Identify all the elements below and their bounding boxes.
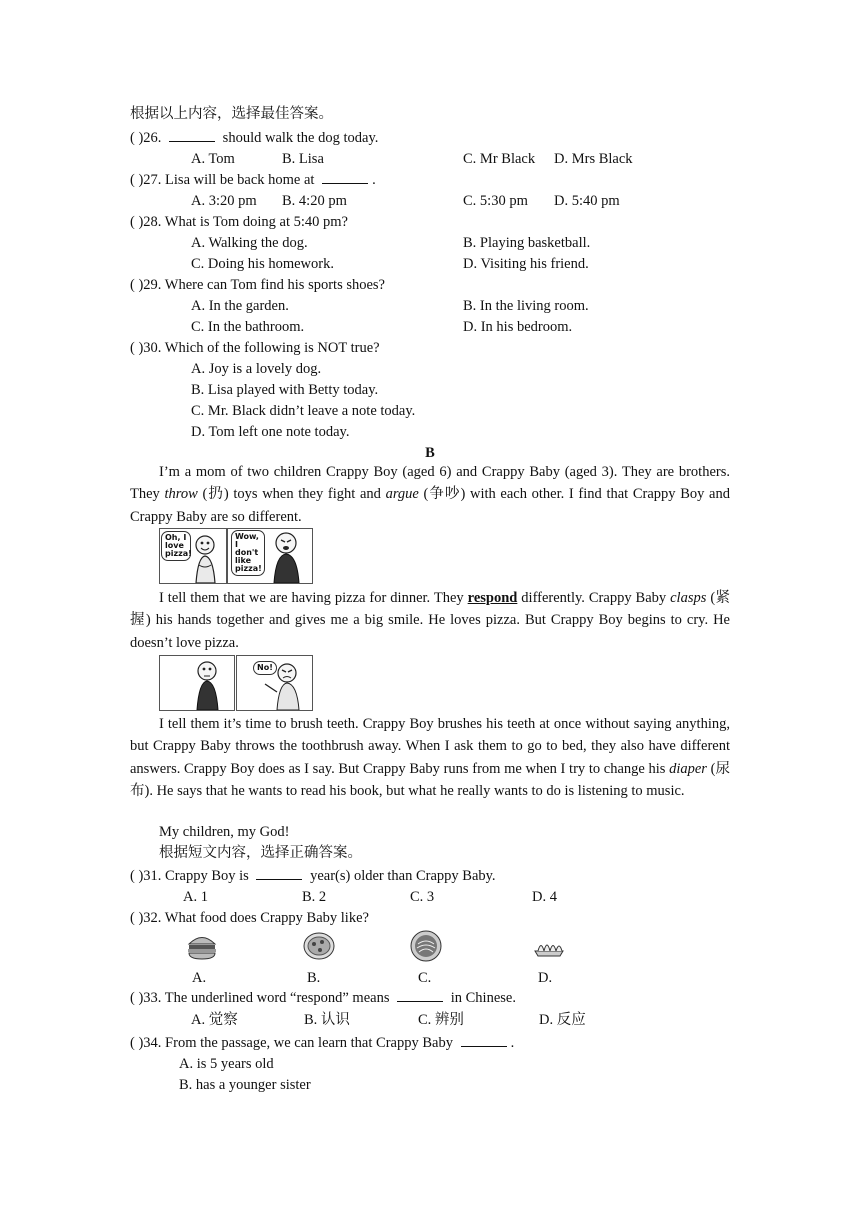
paragraph-4: My children, my God! xyxy=(159,824,290,840)
pizza-image xyxy=(302,929,336,963)
question-text: Which of the following is NOT true? xyxy=(164,340,380,356)
option: C. Mr Black xyxy=(463,151,536,167)
question-text: From the passage, we can learn that Crappy Baby xyxy=(165,1035,453,1051)
question-number: ( )34. xyxy=(130,1035,162,1051)
option: C. Doing his homework. xyxy=(191,256,334,272)
question-text: Where can Tom find his sports shoes? xyxy=(164,277,385,293)
option: A. 3:20 pm xyxy=(191,193,257,209)
option: C. 5:30 pm xyxy=(463,193,528,209)
question-text: should walk the dog today. xyxy=(222,130,379,146)
option: D. Tom left one note today. xyxy=(191,424,350,440)
comic-panel-right xyxy=(236,655,313,711)
option: C. Mr. Black didn’t leave a note today. xyxy=(191,403,416,419)
question-34 xyxy=(130,1034,514,1052)
dumplings-image xyxy=(532,929,566,963)
option: B. has a younger sister xyxy=(179,1077,311,1093)
paragraph-2: I tell them that we are having pizza for dinner. They respond differently. Crappy Baby clasps (紧握) his hands together and gives me a big smile. He loves pizza. But Crappy Boy begins to cry. He doesn’t love pizza. xyxy=(130,590,730,651)
italic-word: clasps xyxy=(670,590,707,606)
question-text: year(s) older than Crappy Baby. xyxy=(310,868,496,884)
italic-word: argue xyxy=(385,486,419,503)
option: D. 反应 xyxy=(539,1012,586,1028)
option: A. Walking the dog. xyxy=(191,235,308,251)
option: D. 5:40 pm xyxy=(554,193,620,209)
option: B. Lisa played with Betty today. xyxy=(191,382,379,398)
comic-panel-left xyxy=(159,528,227,584)
answer-blank xyxy=(169,129,215,142)
option: B. xyxy=(307,970,321,986)
option: B. Lisa xyxy=(282,151,324,167)
question-29 xyxy=(130,276,385,294)
answer-blank xyxy=(322,171,368,184)
question-number: ( )27. xyxy=(130,172,162,188)
italic-word: throw xyxy=(164,486,198,503)
intro-b: 根据短文内容，选择正确答案。 xyxy=(159,845,362,861)
question-text: Lisa will be back home at xyxy=(165,172,315,188)
comic-panel-right xyxy=(227,528,313,584)
question-26 xyxy=(130,129,378,147)
question-text: The underlined word “respond” means xyxy=(164,990,390,1006)
question-number: ( )30. xyxy=(130,340,162,356)
hamburger-image xyxy=(185,929,219,963)
noodles-image xyxy=(409,929,443,963)
underlined-word: respond xyxy=(467,590,518,606)
question-end: . xyxy=(510,1035,515,1051)
option: D. Visiting his friend. xyxy=(463,256,589,272)
question-27 xyxy=(130,171,376,189)
speech-bubble: No! xyxy=(253,661,277,675)
question-33 xyxy=(130,989,516,1007)
option: A. Joy is a lovely dog. xyxy=(191,361,322,377)
option: B. 认识 xyxy=(304,1012,350,1028)
answer-blank xyxy=(461,1034,507,1047)
intro-a: 根据以上内容，选择最佳答案。 xyxy=(130,106,333,122)
paragraph-3: I tell them it’s time to brush teeth. Crappy Boy brushes his teeth at once without saying anything, but Crappy Baby throws the toothbrush away. When I ask them to go to bed, they also have different answers. Crappy Boy does as I say. But Crappy Baby runs from me when I try to change his diaper (尿布). He says that he wants to read his book, but what he really wants to do is listening to music. xyxy=(130,716,730,799)
question-32 xyxy=(130,909,369,927)
option: C. xyxy=(418,970,432,986)
option: A. 1 xyxy=(183,889,208,905)
speech-bubble: Wow, I don't like pizza! xyxy=(231,530,265,576)
child-figure xyxy=(160,529,226,583)
section-heading: B xyxy=(425,445,435,461)
option: D. 4 xyxy=(532,889,557,905)
option: A. In the garden. xyxy=(191,298,289,314)
comic-panel-left xyxy=(159,655,235,711)
option: C. In the bathroom. xyxy=(191,319,305,335)
option: A. xyxy=(192,970,207,986)
option: B. 2 xyxy=(302,889,327,905)
italic-word: diaper xyxy=(669,760,707,777)
question-end: . xyxy=(372,172,376,188)
option: D. In his bedroom. xyxy=(463,319,573,335)
option: B. 4:20 pm xyxy=(282,193,347,209)
question-number: ( )33. xyxy=(130,990,162,1006)
question-number: ( )28. xyxy=(130,214,162,230)
paragraph-1: I’m a mom of two children Crappy Boy (aged 6) and Crappy Baby (aged 3). They are brothers. They throw (扔) toys when they fight and argue (争吵) with each other. I find that Crappy Boy and Crappy Baby are so different. xyxy=(130,464,730,525)
answer-blank xyxy=(397,989,443,1002)
child-figure xyxy=(160,656,234,710)
option: D. xyxy=(538,970,553,986)
option: A. Tom xyxy=(191,151,235,167)
speech-bubble: Oh, I love pizza! xyxy=(161,531,191,561)
question-28 xyxy=(130,213,348,231)
question-text: Crappy Boy is xyxy=(165,868,249,884)
option: A. is 5 years old xyxy=(179,1056,274,1072)
question-text: What food does Crappy Baby like? xyxy=(164,910,369,926)
child-figure xyxy=(237,656,312,710)
question-text: in Chinese. xyxy=(450,990,516,1006)
question-text: What is Tom doing at 5:40 pm? xyxy=(164,214,348,230)
question-number: ( )31. xyxy=(130,868,162,884)
option: C. 3 xyxy=(410,889,435,905)
option: B. Playing basketball. xyxy=(463,235,591,251)
child-figure xyxy=(228,529,312,583)
option: C. 辨别 xyxy=(418,1012,464,1028)
answer-blank xyxy=(256,867,302,880)
question-number: ( )29. xyxy=(130,277,162,293)
question-30 xyxy=(130,339,380,357)
question-number: ( )32. xyxy=(130,910,162,926)
question-31 xyxy=(130,867,496,885)
option: D. Mrs Black xyxy=(554,151,633,167)
option: B. In the living room. xyxy=(463,298,589,314)
option: A. 觉察 xyxy=(191,1012,238,1028)
question-number: ( )26. xyxy=(130,130,162,146)
